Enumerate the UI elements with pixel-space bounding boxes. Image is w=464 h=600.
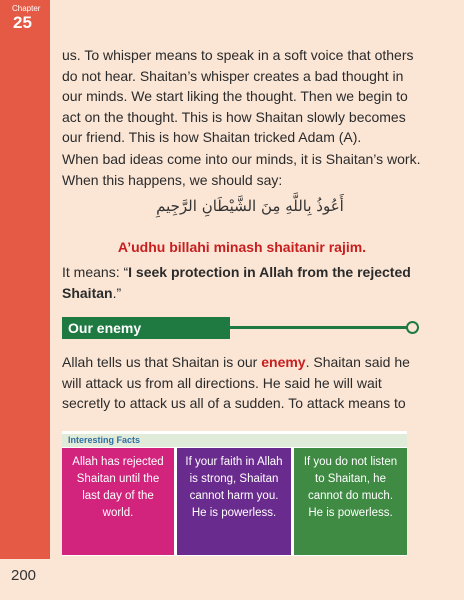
transliteration: A’udhu billahi minash shaitanir rajim. (117, 239, 367, 255)
chapter-number: 25 (13, 13, 32, 32)
paragraph-bad-ideas: When bad ideas come into our minds, it is Shaitan’s work. When this happens, we should say: (62, 151, 421, 188)
enemy-prefix: Allah (62, 354, 94, 370)
paragraph-whisper: us. To whisper means to speak in a soft voice that others do not hear. Shaitan’s whisper creates a bad thought in our minds. We start liking the thought. Then we begin to act on the thought. This is how Shaitan slowly becomes our friend. This is how Shaitan tricked Adam (A). (62, 47, 414, 145)
section-header-dot (406, 321, 419, 334)
arabic-phrase: أَعُوذُ بِاللَّهِ مِنَ الشَّيْطَانِ الرَّجِيمِ (156, 197, 344, 215)
section-header-our-enemy: Our enemy (62, 317, 230, 339)
meaning-bold: I seek protection in Allah from the rejected Shaitan (62, 264, 411, 301)
interesting-facts-title: Interesting Facts (68, 435, 141, 445)
fact-card-1 (62, 448, 174, 555)
meaning-suffix: .” (112, 284, 122, 301)
fact-card-1-text: Allah has rejected Shaitan until the last day of the world. (72, 456, 164, 519)
fact-card-2 (177, 448, 291, 555)
page-number: 200 (11, 567, 37, 584)
paragraph-enemy (62, 352, 422, 414)
chapter-sidebar (0, 0, 50, 600)
enemy-mid: tells us that Shaitan is our (93, 354, 262, 370)
fact-card-3 (294, 448, 407, 555)
fact-card-3-text: If you do not listen to Shaitan, he cannot do much. He is powerless. (303, 456, 398, 519)
chapter-label: Chapter (12, 4, 41, 13)
paragraph-meaning (62, 262, 422, 303)
section-header-line (230, 326, 408, 329)
enemy-rest: . Shaitan said he will attack us from all directions. He said he will wait secretly to attack us all of a sudden. To attack means to (62, 354, 410, 411)
fact-card-2-text: If your faith in Allah is strong, Shaitan cannot harm you. He is powerless. (185, 456, 283, 519)
meaning-prefix: It means: “ (62, 264, 129, 280)
enemy-highlight: enemy (261, 354, 306, 370)
